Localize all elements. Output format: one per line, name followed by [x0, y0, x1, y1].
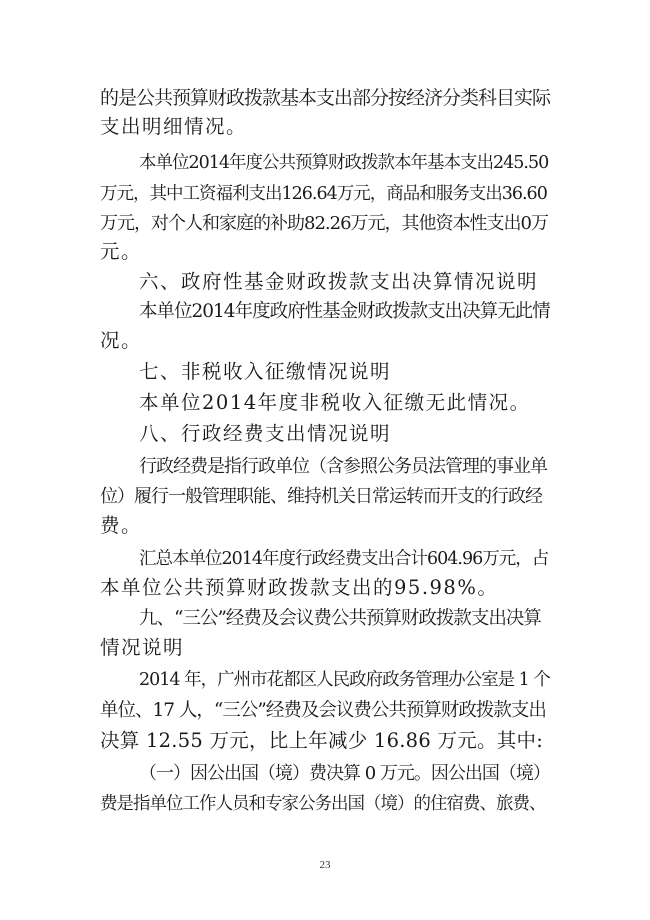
page-number: 23: [319, 859, 331, 871]
body-line: 本单位2014年度政府性基金财政拨款支出决算无此情: [139, 301, 550, 322]
body-line: 行政经费是指行政单位（含参照公务员法管理的事业单: [139, 456, 547, 477]
body-line: 2014 年，广州市花都区人民政府政务管理办公室是 1 个: [139, 670, 550, 690]
section-heading: 情况说明: [100, 636, 185, 659]
section-heading: 七、非税收入征缴情况说明: [139, 360, 392, 383]
body-line: 本单位2014年度公共预算财政拨款本年基本支出245.50: [139, 153, 549, 173]
body-line: 汇总本单位2014年度行政经费支出合计604.96万元，占: [139, 549, 549, 569]
section-heading: 九、“三公”经费及会议费公共预算财政拨款支出决算: [139, 608, 541, 629]
body-line: 支出明细情况。: [100, 115, 248, 138]
body-line: 本单位2014年度非税收入征缴无此情况。: [139, 391, 531, 414]
body-line: 单位、17 人，“三公”经费及会议费公共预算财政拨款支出: [100, 700, 546, 721]
section-heading: 六、政府性基金财政拨款支出决算情况说明: [139, 270, 539, 293]
body-line: （一）因公出国（境）费决算 0 万元。因公出国（境）: [139, 763, 550, 784]
body-line: 本单位公共预算财政拨款支出的95.98%。: [100, 576, 499, 599]
body-line: 元。: [100, 240, 143, 263]
body-line: 费是指单位工作人员和专家公务出国（境）的住宿费、旅费、: [100, 794, 546, 814]
body-line: 位）履行一般管理职能、维持机关日常运转而开支的行政经: [100, 486, 542, 507]
body-line: 决算 12.55 万元，比上年减少 16.86 万元。其中:: [100, 729, 544, 752]
body-line: 的是公共预算财政拨款基本支出部分按经济分类科目实际: [100, 87, 551, 109]
body-line: 况。: [100, 329, 143, 352]
body-line: 万元，其中工资福利支出126.64万元，商品和服务支出36.60: [100, 184, 547, 204]
body-line: 费。: [100, 514, 143, 537]
section-heading: 八、行政经费支出情况说明: [139, 422, 392, 445]
body-line: 万元，对个人和家庭的补助82.26万元，其他资本性支出0万: [100, 213, 548, 234]
